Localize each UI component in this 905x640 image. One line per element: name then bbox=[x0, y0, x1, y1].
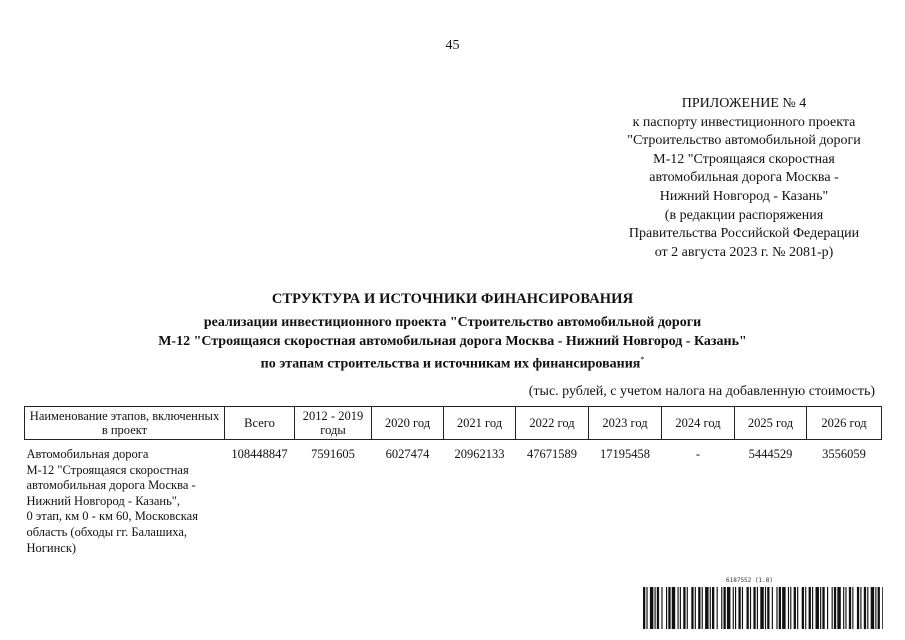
barcode-bar bbox=[767, 587, 769, 629]
barcode-bar bbox=[776, 587, 777, 629]
page-number: 45 bbox=[445, 38, 460, 53]
barcode-bar bbox=[710, 587, 711, 629]
header-2026: 2026 год bbox=[807, 407, 882, 440]
cell-2022: 47671589 bbox=[527, 447, 577, 461]
barcode-bar bbox=[832, 587, 833, 629]
appendix-line: (в редакции распоряжения bbox=[664, 207, 824, 223]
barcode-bar bbox=[724, 587, 726, 629]
appendix-line: Нижний Новгород - Казань" bbox=[659, 188, 829, 204]
appendix-line: "Строительство автомобильной дороги bbox=[627, 133, 861, 149]
barcode-bar bbox=[805, 587, 806, 629]
barcode-bar bbox=[672, 587, 675, 629]
barcode-bar bbox=[837, 587, 840, 629]
barcode-bar bbox=[794, 587, 796, 629]
barcode-bar bbox=[646, 587, 647, 629]
barcode-bar bbox=[702, 587, 703, 629]
stage-line: М-12 "Строящаяся скоростная bbox=[26, 462, 189, 477]
barcode-bar bbox=[712, 587, 714, 629]
header-2025: 2025 год bbox=[735, 407, 807, 440]
barcode-bar bbox=[788, 587, 789, 629]
barcode-bar bbox=[742, 587, 743, 629]
financing-table-wrap bbox=[24, 406, 881, 556]
appendix-line: М-12 "Строящаяся скоростная bbox=[653, 151, 835, 167]
barcode-bar bbox=[691, 587, 693, 629]
header-total: Всего bbox=[225, 407, 295, 440]
cell-2023: 17195458 bbox=[600, 447, 650, 461]
barcode-bar bbox=[779, 587, 781, 629]
barcode-bar bbox=[661, 587, 662, 629]
subtitle-line-2: М-12 "Строящаяся скоростная автомобильная дорога Москва - Нижний Новгород - Казань" bbox=[158, 333, 747, 349]
barcode-bar bbox=[797, 587, 798, 629]
barcode-bar bbox=[687, 587, 688, 629]
barcode-bar bbox=[760, 587, 763, 629]
barcode-bar bbox=[809, 587, 811, 629]
barcode-bar bbox=[802, 587, 804, 629]
appendix-block bbox=[612, 95, 876, 262]
barcode-bar bbox=[695, 587, 696, 629]
barcode-bar bbox=[878, 587, 880, 629]
barcode-bar bbox=[822, 587, 824, 629]
appendix-line: автомобильная дорога Москва - bbox=[649, 170, 839, 186]
header-2021: 2021 год bbox=[444, 407, 516, 440]
barcode-bar bbox=[753, 587, 755, 629]
barcode-bar bbox=[812, 587, 813, 629]
barcode-bar bbox=[650, 587, 653, 629]
cell-2025: 5444529 bbox=[748, 447, 793, 461]
barcode-bar bbox=[875, 587, 876, 629]
appendix-line: Правительства Российской Федерации bbox=[628, 226, 860, 242]
barcode-bar bbox=[871, 587, 874, 629]
barcode-bar bbox=[834, 587, 836, 629]
barcode-bar bbox=[678, 587, 679, 629]
barcode-bar bbox=[816, 587, 819, 629]
cell-2024: - bbox=[695, 447, 701, 461]
barcode-bar bbox=[666, 587, 667, 629]
barcode-bar bbox=[845, 587, 846, 629]
barcode-bar bbox=[860, 587, 861, 629]
appendix-line: ПРИЛОЖЕНИЕ № 4 bbox=[681, 96, 807, 111]
barcode-bar bbox=[721, 587, 722, 629]
appendix-line: от 2 августа 2023 г. № 2081-р) bbox=[654, 244, 834, 260]
header-2012-2019: 2012 - 2019 годы bbox=[295, 407, 372, 440]
cell-stage bbox=[25, 440, 225, 557]
barcode-bar bbox=[683, 587, 685, 629]
barcode-bar bbox=[643, 587, 645, 629]
cell-total: 108448847 bbox=[231, 447, 288, 461]
barcode-bar bbox=[772, 587, 773, 629]
barcode-bar bbox=[857, 587, 859, 629]
barcode-bar bbox=[852, 587, 853, 629]
barcode-bar bbox=[747, 587, 749, 629]
barcode-bar bbox=[820, 587, 821, 629]
stage-line: 0 этап, км 0 - км 60, Московская bbox=[26, 509, 198, 524]
barcode-bar bbox=[717, 587, 718, 629]
header-2023: 2023 год bbox=[589, 407, 662, 440]
barcode-bar bbox=[882, 587, 883, 629]
cell-2021: 20962133 bbox=[454, 447, 505, 461]
barcode-bar bbox=[867, 587, 868, 629]
stage-line: Нижний Новгород - Казань", bbox=[26, 493, 181, 508]
footnote-mark: * bbox=[640, 355, 645, 365]
cell-2012-2019: 7591605 bbox=[311, 447, 355, 461]
barcode-bar bbox=[705, 587, 708, 629]
barcode-bar bbox=[864, 587, 866, 629]
barcode-bar bbox=[827, 587, 828, 629]
stage-line: Ногинск) bbox=[26, 540, 77, 555]
barcode-bar bbox=[657, 587, 659, 629]
financing-table bbox=[24, 406, 882, 556]
barcode bbox=[643, 587, 883, 629]
cell-2020: 6027474 bbox=[385, 447, 430, 461]
document-title: СТРУКТУРА И ИСТОЧНИКИ ФИНАНСИРОВАНИЯ bbox=[271, 291, 634, 307]
barcode-bar bbox=[733, 587, 734, 629]
barcode-bar bbox=[750, 587, 751, 629]
barcode-bar bbox=[757, 587, 758, 629]
barcode-bar bbox=[843, 587, 844, 629]
header-2022: 2022 год bbox=[516, 407, 589, 440]
barcode-label: 6187552 (1.8) bbox=[726, 577, 773, 584]
table-header-row bbox=[25, 407, 882, 440]
barcode-bar bbox=[698, 587, 700, 629]
subtitle-line-1: реализации инвестиционного проекта "Строительство автомобильной дороги bbox=[203, 315, 702, 330]
barcode-bar bbox=[668, 587, 670, 629]
barcode-bar bbox=[738, 587, 740, 629]
appendix-line: к паспорту инвестиционного проекта bbox=[632, 114, 856, 130]
barcode-bar bbox=[782, 587, 785, 629]
barcode-bar bbox=[790, 587, 791, 629]
barcode-bar bbox=[680, 587, 681, 629]
barcode-bar bbox=[655, 587, 656, 629]
barcode-bar bbox=[849, 587, 851, 629]
stage-line: автомобильная дорога Москва - bbox=[26, 478, 196, 493]
stage-line: Автомобильная дорога bbox=[26, 447, 149, 461]
subtitle-line-3-text: по этапам строительства и источникам их финансирования bbox=[260, 356, 641, 372]
subtitle-line-3 bbox=[0, 351, 905, 374]
document-subtitle bbox=[0, 314, 905, 374]
header-2020: 2020 год bbox=[372, 407, 444, 440]
stage-line: область (обходы гг. Балашиха, bbox=[26, 524, 188, 539]
cell-2026: 3556059 bbox=[822, 447, 866, 461]
barcode-bar bbox=[735, 587, 736, 629]
header-2024: 2024 год bbox=[662, 407, 735, 440]
header-stage: Наименование этапов, включенных в проект bbox=[25, 407, 225, 440]
table-row bbox=[25, 440, 882, 557]
barcode-bar bbox=[765, 587, 766, 629]
units-note: (тыс. рублей, с учетом налога на добавленную стоимость) bbox=[528, 384, 875, 399]
barcode-bar bbox=[727, 587, 730, 629]
